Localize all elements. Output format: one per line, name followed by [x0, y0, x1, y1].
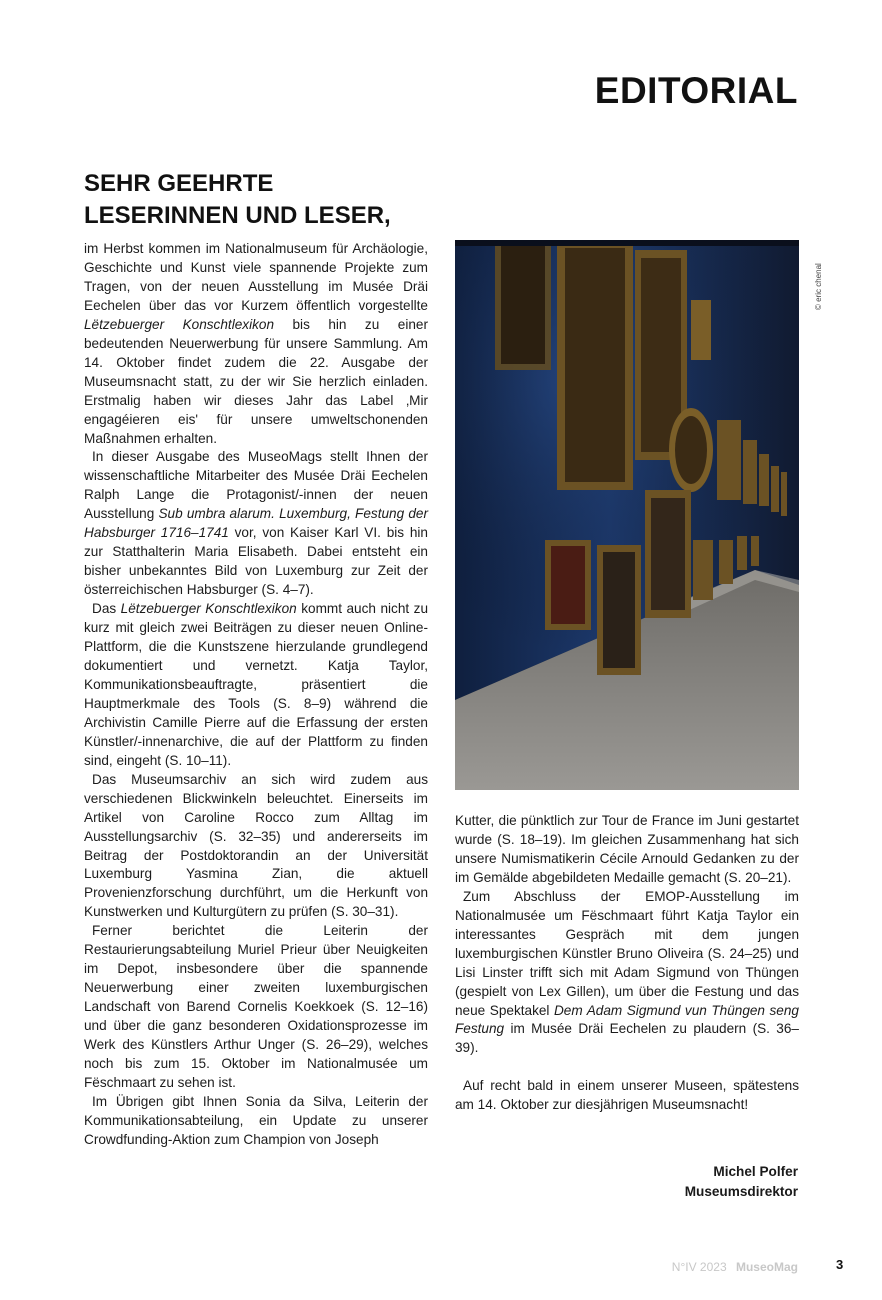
italic-title: Sub umbra alarum. Luxemburg, Festung der Habsburger 1716–1741 [84, 506, 428, 541]
paragraph: Das Museumsarchiv an sich wird zudem aus verschiedenen Blickwinkeln beleuchtet. Einerseits im Artikel von Caroline Rocco zum Alltag im Ausstellungsarchiv (S. 32–35) und andererseits im Beitrag der Postdoktorandin an der Universität Luxemburg Yasmina Zian, die aktuell Provenienzforschung durchführt, um die Herkunft von Kunstwerken und Kulturgütern zu prüfen (S. 30–31). [84, 771, 428, 920]
text-run: kommt auch nicht zu kurz mit gleich zwei Beiträgen zu dieser neuen Online-Plattform, die die Kunstszene hierzulande grundlegend dokumentiert und vernetzt. Katja Taylor, Kommunikationsbeauftragte, präsentiert die Hauptmerkmale des Tools (S. 8–9) während die Archivistin Camille Pierre auf die Erfassung der ersten Künstler/-innenarchive, die auf der Plattform zu finden sind, eingeht (S. 10–11). [84, 601, 429, 768]
text-run: im Herbst kommen im Nationalmuseum für Archäologie, Geschichte und Kunst viele spannende Projekte zum Tragen, von der neuen Ausstellung im Musée Dräi Eechelen über das vor Kurzem öffentlich vorgestellte [84, 241, 428, 313]
paragraph: Im Übrigen gibt Ihnen Sonia da Silva, Leiterin der Kommunikationsabteilung, ein Update zu unserer Crowdfunding-Aktion zum Champion von Joseph [84, 1093, 428, 1147]
salutation-line-1: SEHR GEEHRTE [84, 170, 274, 197]
italic-title: Lëtzebuerger Konschtlexikon [84, 316, 275, 332]
salutation-line-2: LESERINNEN UND LESER, [84, 202, 391, 229]
salutation-heading [84, 168, 444, 232]
paragraph [455, 888, 799, 1059]
photo-credit [803, 240, 823, 310]
paragraph [84, 240, 428, 448]
museum-gallery-image [455, 240, 799, 790]
right-text-column [455, 812, 799, 1115]
text-run: im Musée Dräi Eechelen zu plaudern (S. 36–39). [455, 1021, 799, 1056]
italic-title: Lëtzebuerger Konschtlexikon [120, 601, 297, 617]
closing-paragraph: Auf recht bald in einem unserer Museen, spätestens am 14. Oktober zur diesjährigen Museumsnacht! [455, 1078, 799, 1113]
signature-role: Museumsdirektor [684, 1184, 798, 1199]
page-footer [666, 1260, 798, 1274]
paragraph: Ferner berichtet die Leiterin der Restaurierungsabteilung Muriel Prieur über Neuigkeiten im Depot, insbesondere über die spannende Neuerwerbung einer zweiten luxemburgischen Landschaft von Barend Cornelis Koekkoek (S. 12–16) und über die ganz besonderen Oxidationsprozesse im Werk des Künstlers Arthur Unger (S. 26–29), welches noch bis zum 15. Oktober im Nationalmusée um Fëschmaart zu sehen ist. [84, 923, 428, 1090]
text-run: In dieser Ausgabe des MuseoMags stellt Ihnen der wissenschaftliche Mitarbeiter des Musée Dräi Eechelen Ralph Lange die Protagonist/-innen der neuen Ausstellung [84, 449, 428, 522]
italic-title: Dem Adam Sigmund vun Thüngen seng Festung [455, 1002, 799, 1037]
page-number: 3 [836, 1257, 844, 1272]
issue-label: N°IV 2023 [671, 1260, 727, 1274]
gallery-photo [455, 240, 799, 790]
paragraph [84, 448, 428, 600]
paragraph [84, 600, 428, 771]
left-text-column [84, 240, 428, 1150]
section-title: EDITORIAL [594, 70, 798, 111]
paragraph: Kutter, die pünktlich zur Tour de France im Juni gestartet wurde (S. 18–19). Im gleichen Zusammenhang hat sich unsere Numismatikerin Cécile Arnould Gedanken zu der im Gemälde abgebildeten Medaille gemacht (S. 20–21). [455, 813, 799, 885]
magazine-brand: MuseoMag [735, 1260, 798, 1274]
text-run: Das [92, 601, 121, 617]
photo-credit-text: © eric chenal [814, 263, 823, 310]
text-run: Zum Abschluss der EMOP-Ausstellung im Nationalmusée um Fëschmaart führt Katja Taylor ein interessantes Gespräch mit dem jungen luxemburgischen Künstler Bruno Oliveira (S. 24–25) und Lisi Linster trifft sich mit Adam Sigmund von Thüngen (gespielt von Lex Gillen), um über die Festung und das neue Spektakel [455, 888, 799, 1018]
signature [685, 1162, 798, 1202]
signature-name: Michel Polfer [713, 1164, 798, 1179]
text-run: bis hin zu einer bedeutenden Neuerwerbung für unsere Sammlung. Am 14. Oktober findet zudem die 22. Ausgabe der Museumsnacht statt, zu der wir Sie herzlich einladen. Erstmalig haben wir dieses Jahr das Label ‚Mir engagéieren eis' für unsere umweltschonenden Maßnahmen erhalten. [84, 316, 428, 446]
text-run: vor, von Kaiser Karl VI. bis hin zur Statthalterin Maria Elisabeth. Dabei entsteht ein bisher unbekanntes Bild von Luxemburg zur Zeit der österreichischen Habsburger (S. 4–7). [84, 525, 428, 598]
